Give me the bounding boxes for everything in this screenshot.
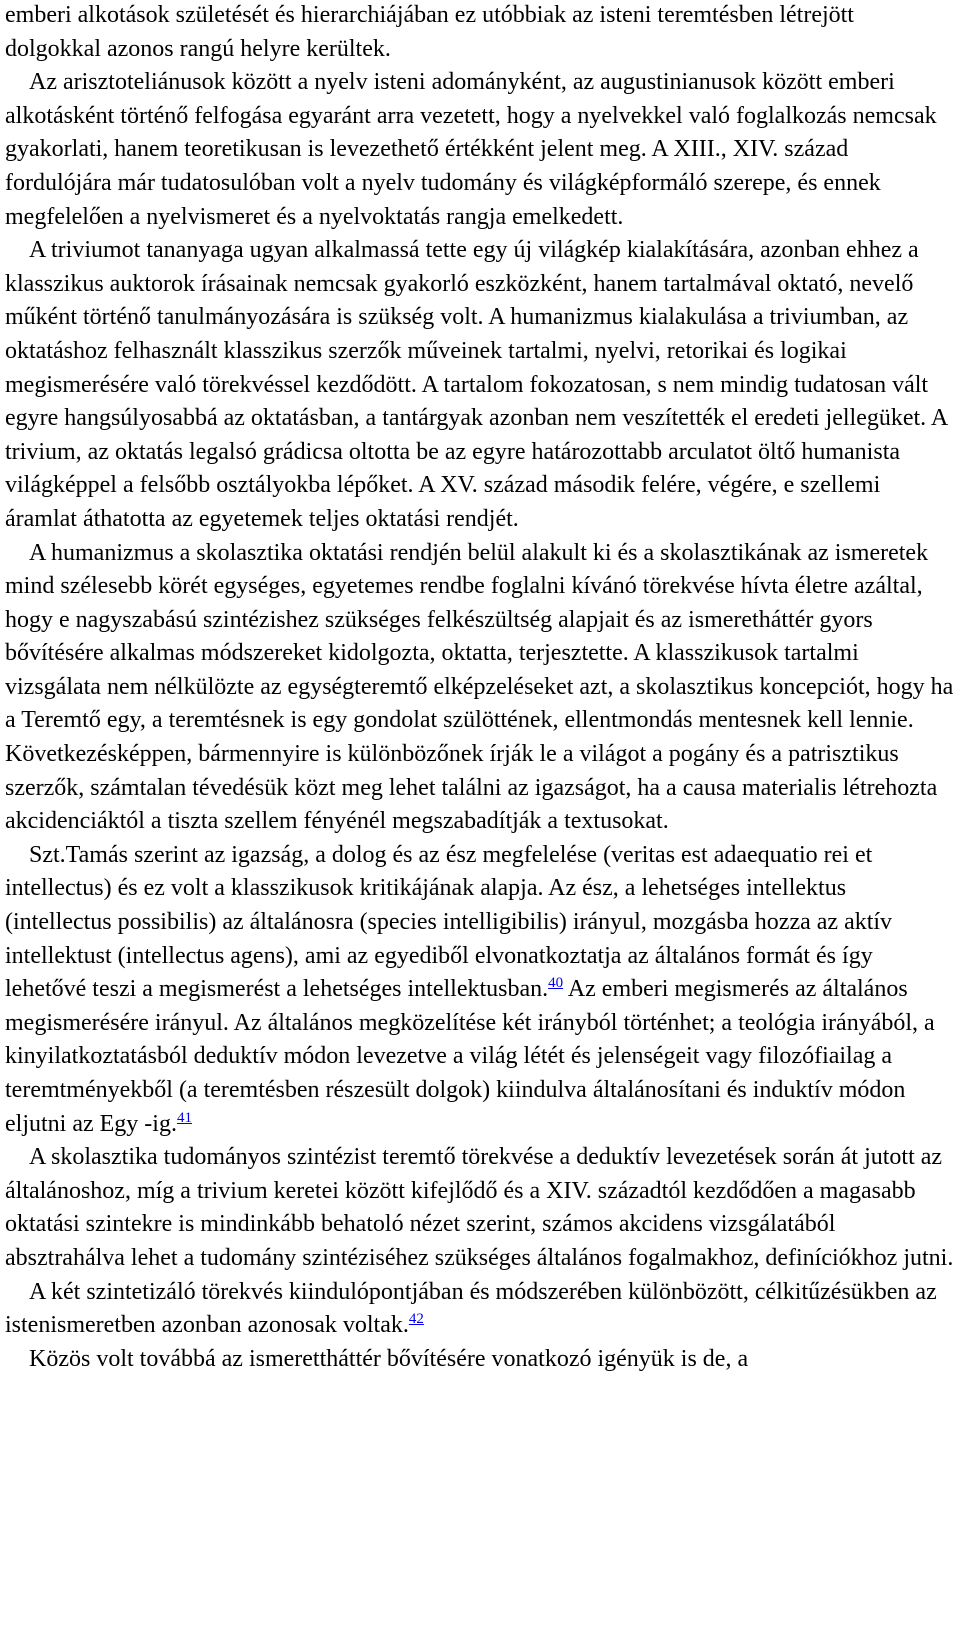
- paragraph-continuation: [5, 0, 954, 66]
- paragraph-text: A humanizmus a skolasztika oktatási rendjén belül alakult ki és a skolasztikának az ismeretek mind szélesebb körét egységes, egyetemes rendbe foglalni kívánó törekvése hívta életre azáltal, hogy e nagyszabású szintézishez szükséges felkészültség alapjait és az ismeretháttér gyors bővítésére alkalmas módszereket kidolgozta, oktatta, terjesztette. A klasszikusok tartalmi vizsgálata nem nélkülözte az egységteremtő elképzeléseket azt, a skolasztikus koncepciót, hogy ha a Teremtő egy, a teremtésnek is egy gondolat szülöttének, ellentmondás mentesnek kell lennie. Következésképpen, bármennyire is különbözőnek írják le a világot a pogány és a patrisztikus szerzők, számtalan tévedésük közt meg lehet találni az igazságot, ha a causa materialis létrehozta akcidenciáktól a tiszta szellem fényénél megszabadítják a textusokat.: [5, 539, 954, 835]
- paragraph-text: emberi alkotások születését és hierarchiájában ez utóbbiak az isteni teremtésben létrejött dolgokkal azonos rangú helyre kerültek.: [5, 2, 854, 62]
- paragraph-text: Az arisztoteliánusok között a nyelv isteni adományként, az augustinianusok között emberi alkotásként történő felfogása egyaránt arra vezetett, hogy a nyelvekkel való foglalkozás nemcsak gyakorlati, hanem teoretikusan is levezethető értékként jelent meg. A XIII., XIV. század fordulójára már tudatosulóban volt a nyelv tudomány és világképformáló szerepe, és ennek megfelelően a nyelvismeret és a nyelvoktatás rangja emelkedett.: [5, 69, 937, 230]
- footnote-link-41[interactable]: 41: [176, 1109, 192, 1126]
- paragraph-humanism: [5, 537, 954, 839]
- paragraph-text: A két szintetizáló törekvés kiindulópontjában és módszerében különbözött, célkitűzésükben az istenismeretben azonban azonosak voltak.: [5, 1278, 937, 1339]
- paragraph-text: Az emberi megismerés az általános megismerésére irányul. Az általános megközelítése két irányból történhet; a teológia irányából, a kinyilatkoztatásból deduktív módon levezetve a világ létét és jelenségeit vagy filozófiailag a teremtményekből (a teremtésben részesült dolgok) kiindulva általánosítani és induktív módon eljutni az Egy -ig.: [5, 976, 935, 1137]
- paragraph-text: Közös volt továbbá az ismerettháttér bővítésére vonatkozó igényük is de, a: [29, 1345, 749, 1372]
- paragraph-common: [5, 1343, 954, 1377]
- paragraph-trivium: [5, 234, 954, 536]
- paragraph-synthesis: [5, 1141, 954, 1275]
- paragraph-two-efforts: [5, 1276, 954, 1343]
- paragraph-text: A skolasztika tudományos szintézist teremtő törekvése a deduktív levezetések során át jutott az általánoshoz, míg a trivium keretei között kifejlődő és a XIV. századtól kezdődően a magasabb oktatási szintekre is mindinkább behatoló nézet szerint, számos akcidens vizsgálatából absztrahálva lehet a tudomány szintéziséhez szükséges általános fogalmakhoz, definíciókhoz jutni.: [5, 1144, 954, 1271]
- paragraph-text: Szt.Tamás szerint az igazság, a dolog és az ész megfelelése (veritas est adaequatio rei et intellectus) és ez volt a klasszikusok kritikájának alapja. Az ész, a lehetséges intellektus (intellectus possibilis) az általánosra (species intelligibilis) irányul, mozgásba hozza az aktív intellektust (intellectus agens), ami az egyediből elvonatkoztatja az általános formát és így lehetővé teszi a megismerést a lehetséges intellektusban.: [5, 841, 893, 1003]
- paragraph-aquinas: [5, 839, 954, 1141]
- footnote-link-40[interactable]: 40: [548, 975, 564, 992]
- footnote-link-42[interactable]: 42: [408, 1311, 424, 1328]
- document-body: [5, 0, 954, 1376]
- paragraph-language: [5, 66, 954, 234]
- paragraph-text: A triviumot tananyaga ugyan alkalmassá tette egy új világkép kialakítására, azonban ehhez a klasszikus auktorok írásainak nemcsak gyakorló eszközként, hanem tartalmával oktató, nevelő műként történő tanulmányozására is szükség volt. A humanizmus kialakulása a triviumban, az oktatáshoz felhasznált klasszikus szerzők műveinek tartalmi, nyelvi, retorikai és logikai megismerésére való törekvéssel kezdődött. A tartalom fokozatosan, s nem mindig tudatosan vált egyre hangsúlyosabbá az oktatásban, a tantárgyak azonban nem veszítették el eredeti jellegüket. A trivium, az oktatás legalsó grádicsa oltotta be az egyre határozottabb arculatot öltő humanista világképpel a felsőbb osztályokba lépőket. A XV. század második felére, végére, e szellemi áramlat áthatotta az egyetemek teljes oktatási rendjét.: [5, 237, 947, 532]
